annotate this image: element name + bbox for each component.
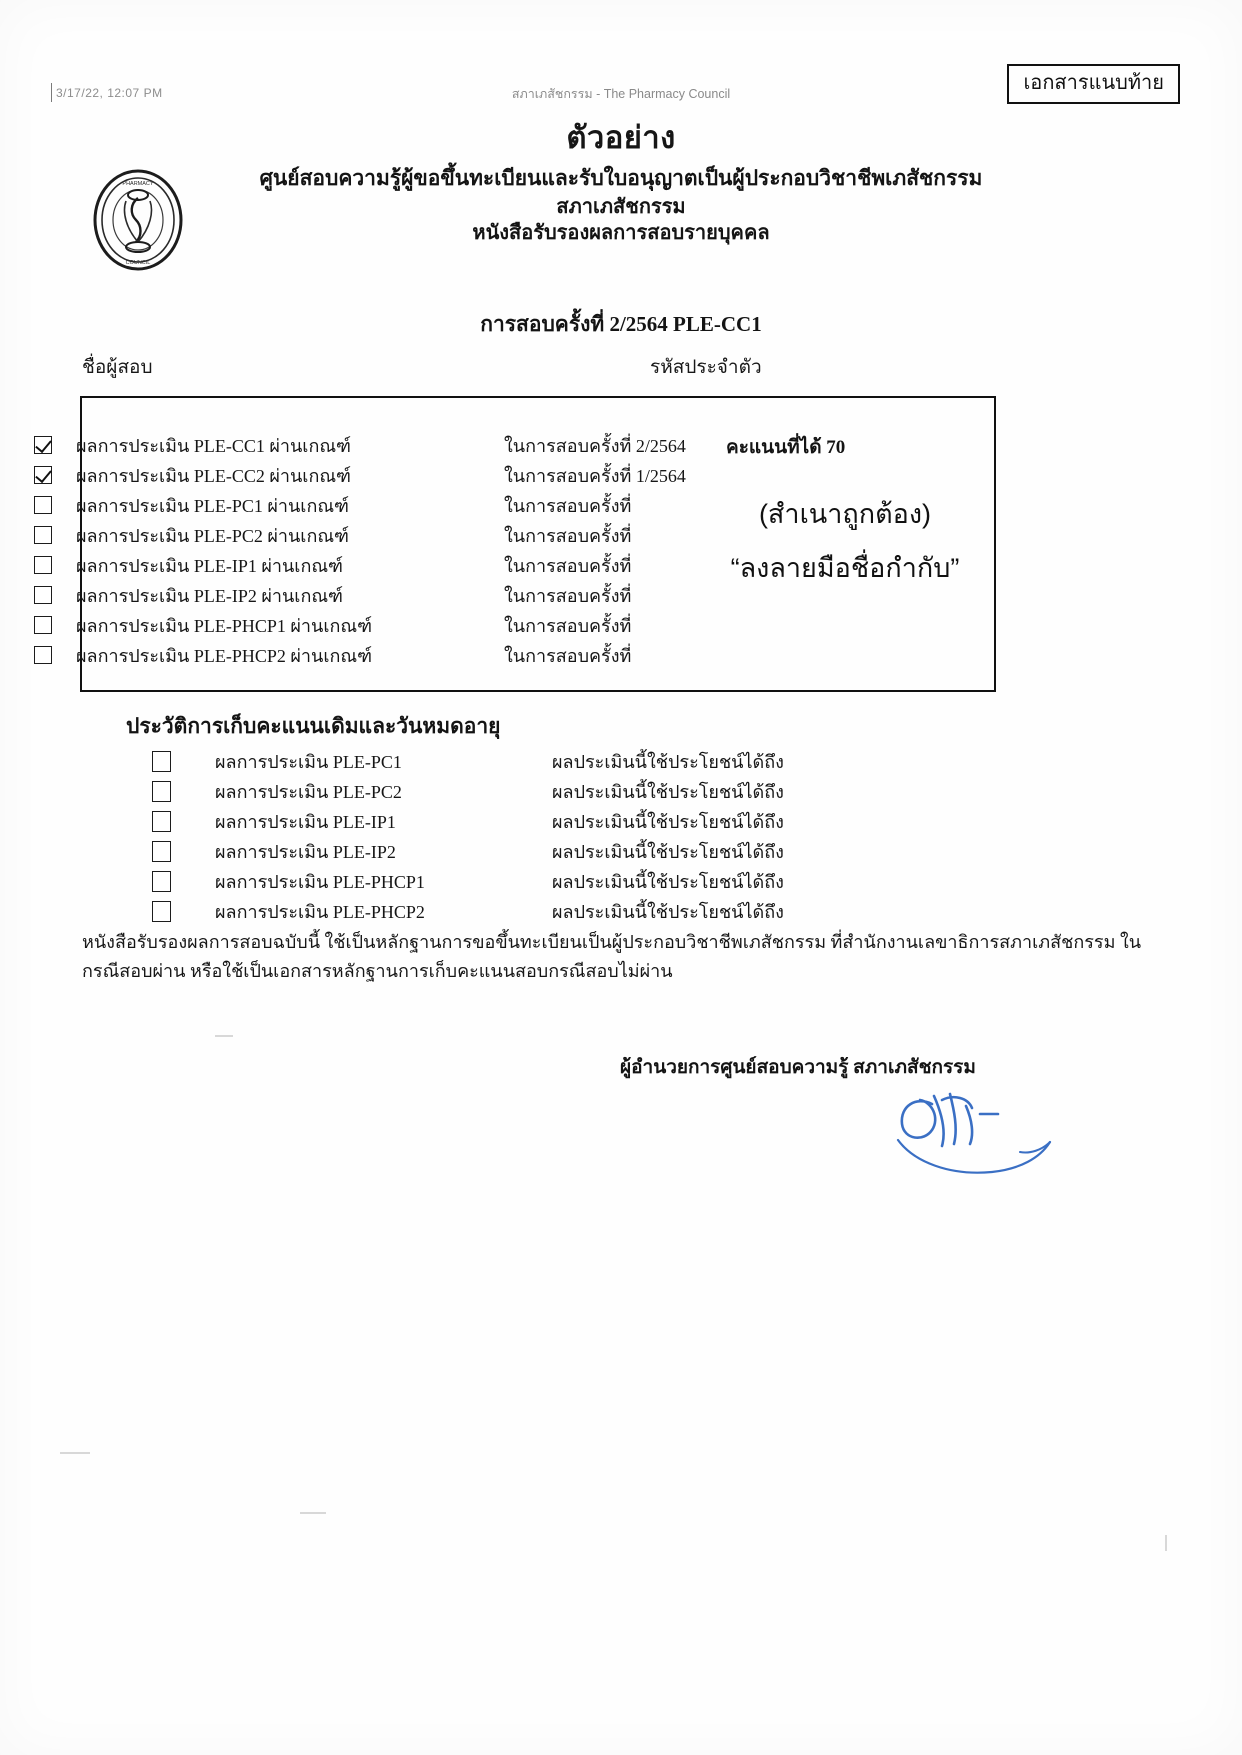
scan-artifact	[1165, 1535, 1167, 1551]
checkbox-icon[interactable]	[34, 436, 52, 454]
result-label: ผลการประเมิน PLE-IP2 ผ่านเกณฑ์	[76, 585, 343, 606]
history-row[interactable]	[152, 776, 784, 806]
score-value: คะแนนที่ได้ 70	[726, 437, 846, 458]
checkbox-icon[interactable]	[152, 751, 171, 772]
certified-copy-line-2: “ลงลายมือชื่อกำกับ”	[730, 552, 960, 583]
result-label: ผลการประเมิน PLE-PC1 ผ่านเกณฑ์	[76, 495, 349, 516]
document-title-line-1: ศูนย์สอบความรู้ผู้ขอขึ้นทะเบียนและรับใบอนุญาตเป็นผู้ประกอบวิชาชีพเภสัชกรรม	[259, 166, 983, 190]
result-session: ในการสอบครั้งที่	[504, 585, 632, 606]
result-row[interactable]	[34, 640, 1224, 670]
history-label: ผลการประเมิน PLE-PC1	[215, 751, 402, 772]
result-row[interactable]	[34, 610, 1224, 640]
signature-title-label: ผู้อำนวยการศูนย์สอบความรู้ สภาเภสัชกรรม	[620, 1057, 976, 1078]
document-title-line-3: หนังสือรับรองผลการสอบรายบุคคล	[472, 222, 770, 244]
examinee-name-label: ชื่อผู้สอบ	[82, 357, 153, 378]
checkbox-icon[interactable]	[152, 811, 171, 832]
history-label: ผลการประเมิน PLE-IP2	[215, 841, 396, 862]
result-label: ผลการประเมิน PLE-IP1 ผ่านเกณฑ์	[76, 555, 343, 576]
handwritten-signature	[880, 1080, 1070, 1190]
result-session: ในการสอบครั้งที่ 2/2564	[504, 435, 686, 456]
checkbox-icon[interactable]	[34, 466, 52, 484]
history-note: ผลประเมินนี้ใช้ประโยชน์ได้ถึง	[552, 841, 784, 862]
checkbox-icon[interactable]	[34, 526, 52, 544]
history-label: ผลการประเมิน PLE-PC2	[215, 781, 402, 802]
result-row[interactable]	[34, 460, 1224, 490]
result-row[interactable]	[34, 430, 1224, 460]
result-session: ในการสอบครั้งที่	[504, 555, 632, 576]
history-row[interactable]	[152, 836, 784, 866]
history-label: ผลการประเมิน PLE-PHCP1	[215, 871, 425, 892]
scan-artifact	[60, 1452, 90, 1454]
certified-copy-stamp	[700, 496, 990, 588]
document-title-line-2: สภาเภสัชกรรม	[556, 196, 686, 218]
history-row[interactable]	[152, 896, 784, 926]
history-note: ผลประเมินนี้ใช้ประโยชน์ได้ถึง	[552, 751, 784, 772]
checkbox-icon[interactable]	[34, 586, 52, 604]
history-row[interactable]	[152, 746, 784, 776]
result-row[interactable]	[34, 490, 1224, 520]
history-note: ผลประเมินนี้ใช้ประโยชน์ได้ถึง	[552, 871, 784, 892]
attachment-label-box: เอกสารแนบท้าย	[1007, 64, 1180, 104]
result-session: ในการสอบครั้งที่	[504, 645, 632, 666]
sample-watermark: ตัวอย่าง	[566, 120, 676, 155]
history-label: ผลการประเมิน PLE-IP1	[215, 811, 396, 832]
scan-artifact	[300, 1512, 326, 1514]
result-label: ผลการประเมิน PLE-CC1 ผ่านเกณฑ์	[76, 435, 351, 456]
result-session: ในการสอบครั้งที่ 1/2564	[504, 465, 686, 486]
exam-session-title: การสอบครั้งที่ 2/2564 PLE-CC1	[480, 312, 762, 336]
result-session: ในการสอบครั้งที่	[504, 615, 632, 636]
result-row[interactable]	[34, 520, 1224, 550]
history-row[interactable]	[152, 806, 784, 836]
history-note: ผลประเมินนี้ใช้ประโยชน์ได้ถึง	[552, 901, 784, 922]
scan-timestamp: 3/17/22, 12:07 PM	[56, 86, 163, 100]
result-session: ในการสอบครั้งที่	[504, 495, 632, 516]
certified-copy-line-1: (สำเนาถูกต้อง)	[758, 499, 932, 529]
checkbox-icon[interactable]	[34, 616, 52, 634]
checkbox-icon[interactable]	[152, 781, 171, 802]
history-note: ผลประเมินนี้ใช้ประโยชน์ได้ถึง	[552, 811, 784, 832]
checkbox-icon[interactable]	[34, 496, 52, 514]
svg-text:COUNCIL: COUNCIL	[125, 260, 151, 266]
result-session: ในการสอบครั้งที่	[504, 525, 632, 546]
svg-text:PHARMACY: PHARMACY	[122, 181, 154, 187]
examinee-id-label: รหัสประจำตัว	[650, 357, 762, 378]
result-row[interactable]	[34, 580, 1224, 610]
history-row[interactable]	[152, 866, 784, 896]
history-section-title: ประวัติการเก็บคะแนนเดิมและวันหมดอายุ	[126, 714, 501, 738]
scan-artifact	[215, 1035, 233, 1037]
result-label: ผลการประเมิน PLE-PHCP1 ผ่านเกณฑ์	[76, 615, 373, 636]
result-label: ผลการประเมิน PLE-CC2 ผ่านเกณฑ์	[76, 465, 351, 486]
organization-header: สภาเภสัชกรรม - The Pharmacy Council	[511, 87, 731, 101]
footer-paragraph: หนังสือรับรองผลการสอบฉบับนี้ ใช้เป็นหลักฐานการขอขึ้นทะเบียนเป็นผู้ประกอบวิชาชีพเภสัชกรรม ที่สำนักงานเลขาธิการสภาเภสัชกรรม ในกรณีสอบผ่าน หรือใช้เป็นเอกสารหลักฐานการเก็บคะแนนสอบกรณีสอบไม่ผ่าน	[82, 932, 1142, 982]
history-label: ผลการประเมิน PLE-PHCP2	[215, 901, 425, 922]
result-row[interactable]	[34, 550, 1224, 580]
result-label: ผลการประเมิน PLE-PHCP2 ผ่านเกณฑ์	[76, 645, 373, 666]
checkbox-icon[interactable]	[152, 901, 171, 922]
checkbox-icon[interactable]	[152, 871, 171, 892]
checkbox-icon[interactable]	[34, 646, 52, 664]
checkbox-icon[interactable]	[152, 841, 171, 862]
checkbox-icon[interactable]	[34, 556, 52, 574]
history-note: ผลประเมินนี้ใช้ประโยชน์ได้ถึง	[552, 781, 784, 802]
result-label: ผลการประเมิน PLE-PC2 ผ่านเกณฑ์	[76, 525, 349, 546]
